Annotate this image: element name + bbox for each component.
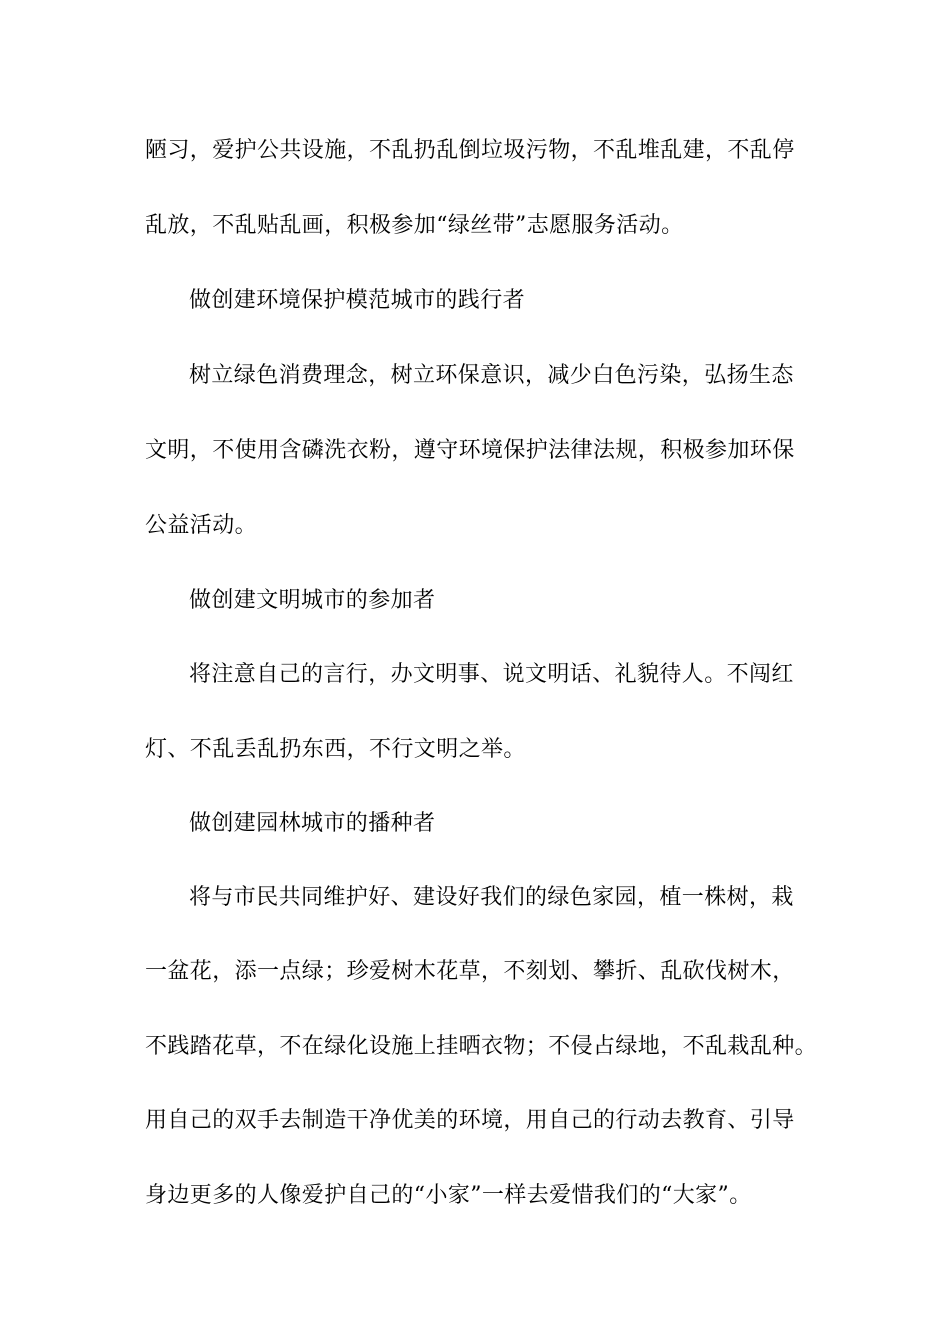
paragraph-line: 一盆花，添一点绿；珍爱树木花草，不刻划、攀折、乱砍伐树木， [145,959,795,984]
paragraph-line: 用自己的双手去制造干净优美的环境，用自己的行动去教育、引导 [145,1108,795,1133]
paragraph-line: 树立绿色消费理念，树立环保意识，减少白色污染，弘扬生态 [189,363,794,388]
section-heading: 做创建环境保护模范城市的践行者 [189,288,526,313]
paragraph-line: 乱放，不乱贴乱画，积极参加“绿丝带”志愿服务活动。 [145,213,684,238]
paragraph-line: 不践踏花草，不在绿化设施上挂晒衣物；不侵占绿地，不乱栽乱种。 [145,1034,818,1059]
section-heading: 做创建园林城市的播种者 [189,811,436,836]
paragraph-line: 身边更多的人像爱护自己的“小家”一样去爱惜我们的“大家”。 [145,1183,752,1208]
paragraph-line: 公益活动。 [145,513,258,538]
section-heading: 做创建文明城市的参加者 [189,588,436,613]
paragraph-line: 陋习，爱护公共设施，不乱扔乱倒垃圾污物，不乱堆乱建，不乱停 [145,138,795,163]
paragraph-line: 灯、不乱丢乱扔东西，不行文明之举。 [145,737,526,762]
paragraph-line: 将与市民共同维护好、建设好我们的绿色家园，植一株树，栽 [189,885,794,910]
paragraph-line: 将注意自己的言行，办文明事、说文明话、礼貌待人。不闯红 [189,662,794,687]
paragraph-line: 文明，不使用含磷洗衣粉，遵守环境保护法律法规，积极参加环保 [145,438,795,463]
